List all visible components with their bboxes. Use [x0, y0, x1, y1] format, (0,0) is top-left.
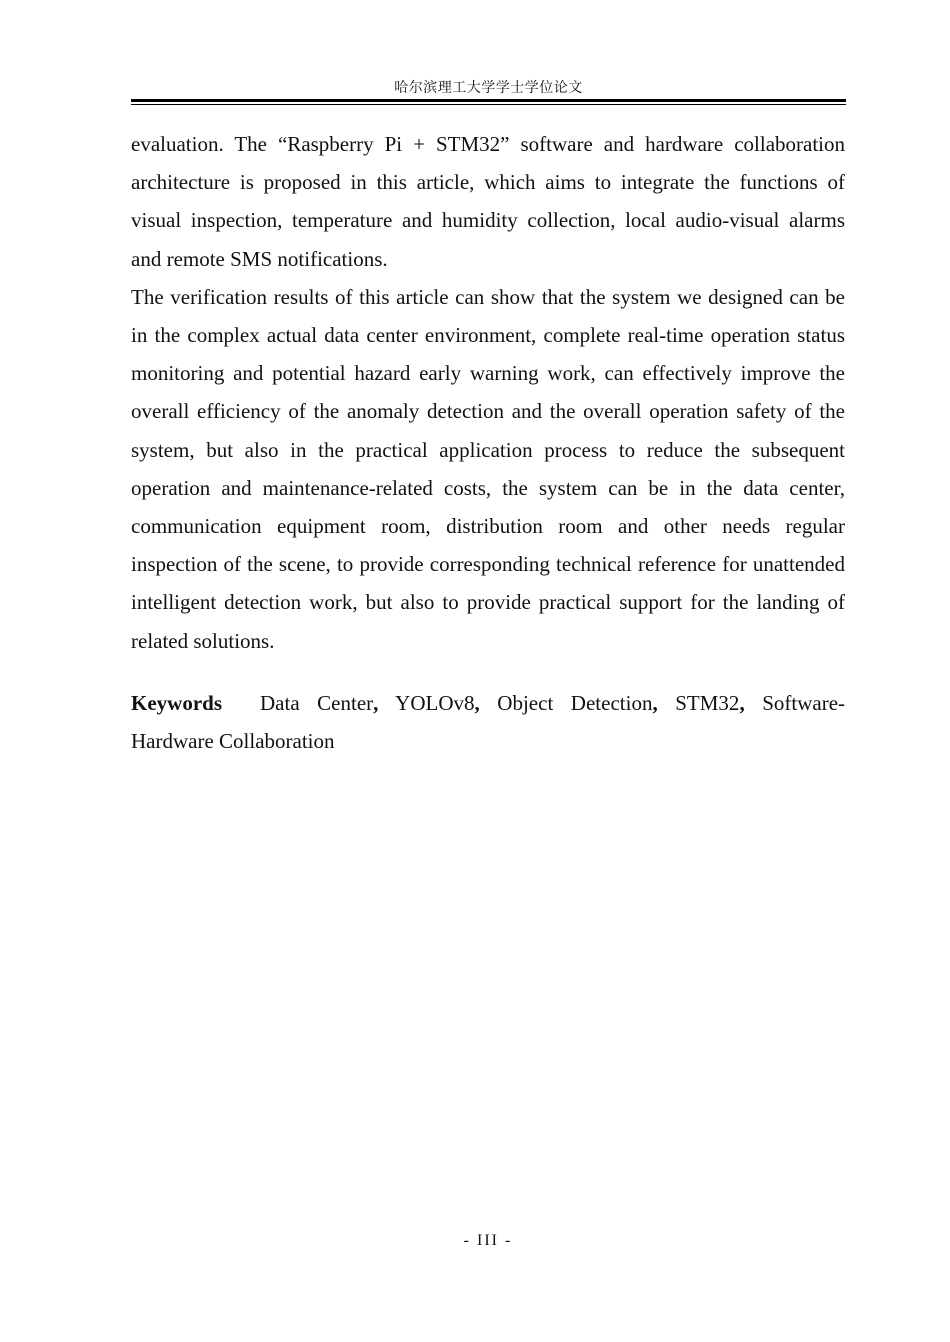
- keyword: Object Detection: [497, 691, 653, 715]
- running-header: 哈尔滨理工大学学士学位论文: [394, 80, 583, 96]
- keywords-label: Keywords: [131, 691, 222, 715]
- paragraph: The verification results of this article can show that the system we designed can be in the complex actual data center environment, complete real-time operation status monitoring and potential hazard early warning work, can effectively improve the overall efficiency of the anomaly detection and the overall operation safety of the system, but also in the practical application process to reduce the subsequent operation and maintenance-related costs, the system can be in the data center, communication equipment room, distribution room and other needs regular inspection of the scene, to provide corresponding technical reference for unattended intelligent detection work, but also to provide practical support for the landing of related solutions.: [131, 284, 845, 653]
- keyword: Software-Hardware Collaboration: [131, 691, 846, 754]
- keyword-separator: ,: [652, 691, 658, 715]
- abstract-body: [131, 125, 845, 660]
- paragraph: evaluation. The “Raspberry Pi + STM32” software and hardware collaboration architecture is proposed in this article, which aims to integrate the functions of visual inspection, temperature and humidity collection, local audio-visual alarms and remote SMS notifications.: [131, 132, 845, 271]
- keywords-line: [131, 684, 845, 760]
- keyword: STM32: [675, 691, 740, 715]
- keyword-separator: ,: [739, 691, 745, 715]
- header-rule-thick: [131, 99, 846, 102]
- keyword-separator: ,: [373, 691, 379, 715]
- keyword: YOLOv8: [395, 691, 475, 715]
- keyword-separator: ,: [474, 691, 480, 715]
- header-rule-thin: [131, 104, 846, 105]
- page-number: - III -: [463, 1232, 513, 1249]
- keyword: Data Center: [260, 691, 374, 715]
